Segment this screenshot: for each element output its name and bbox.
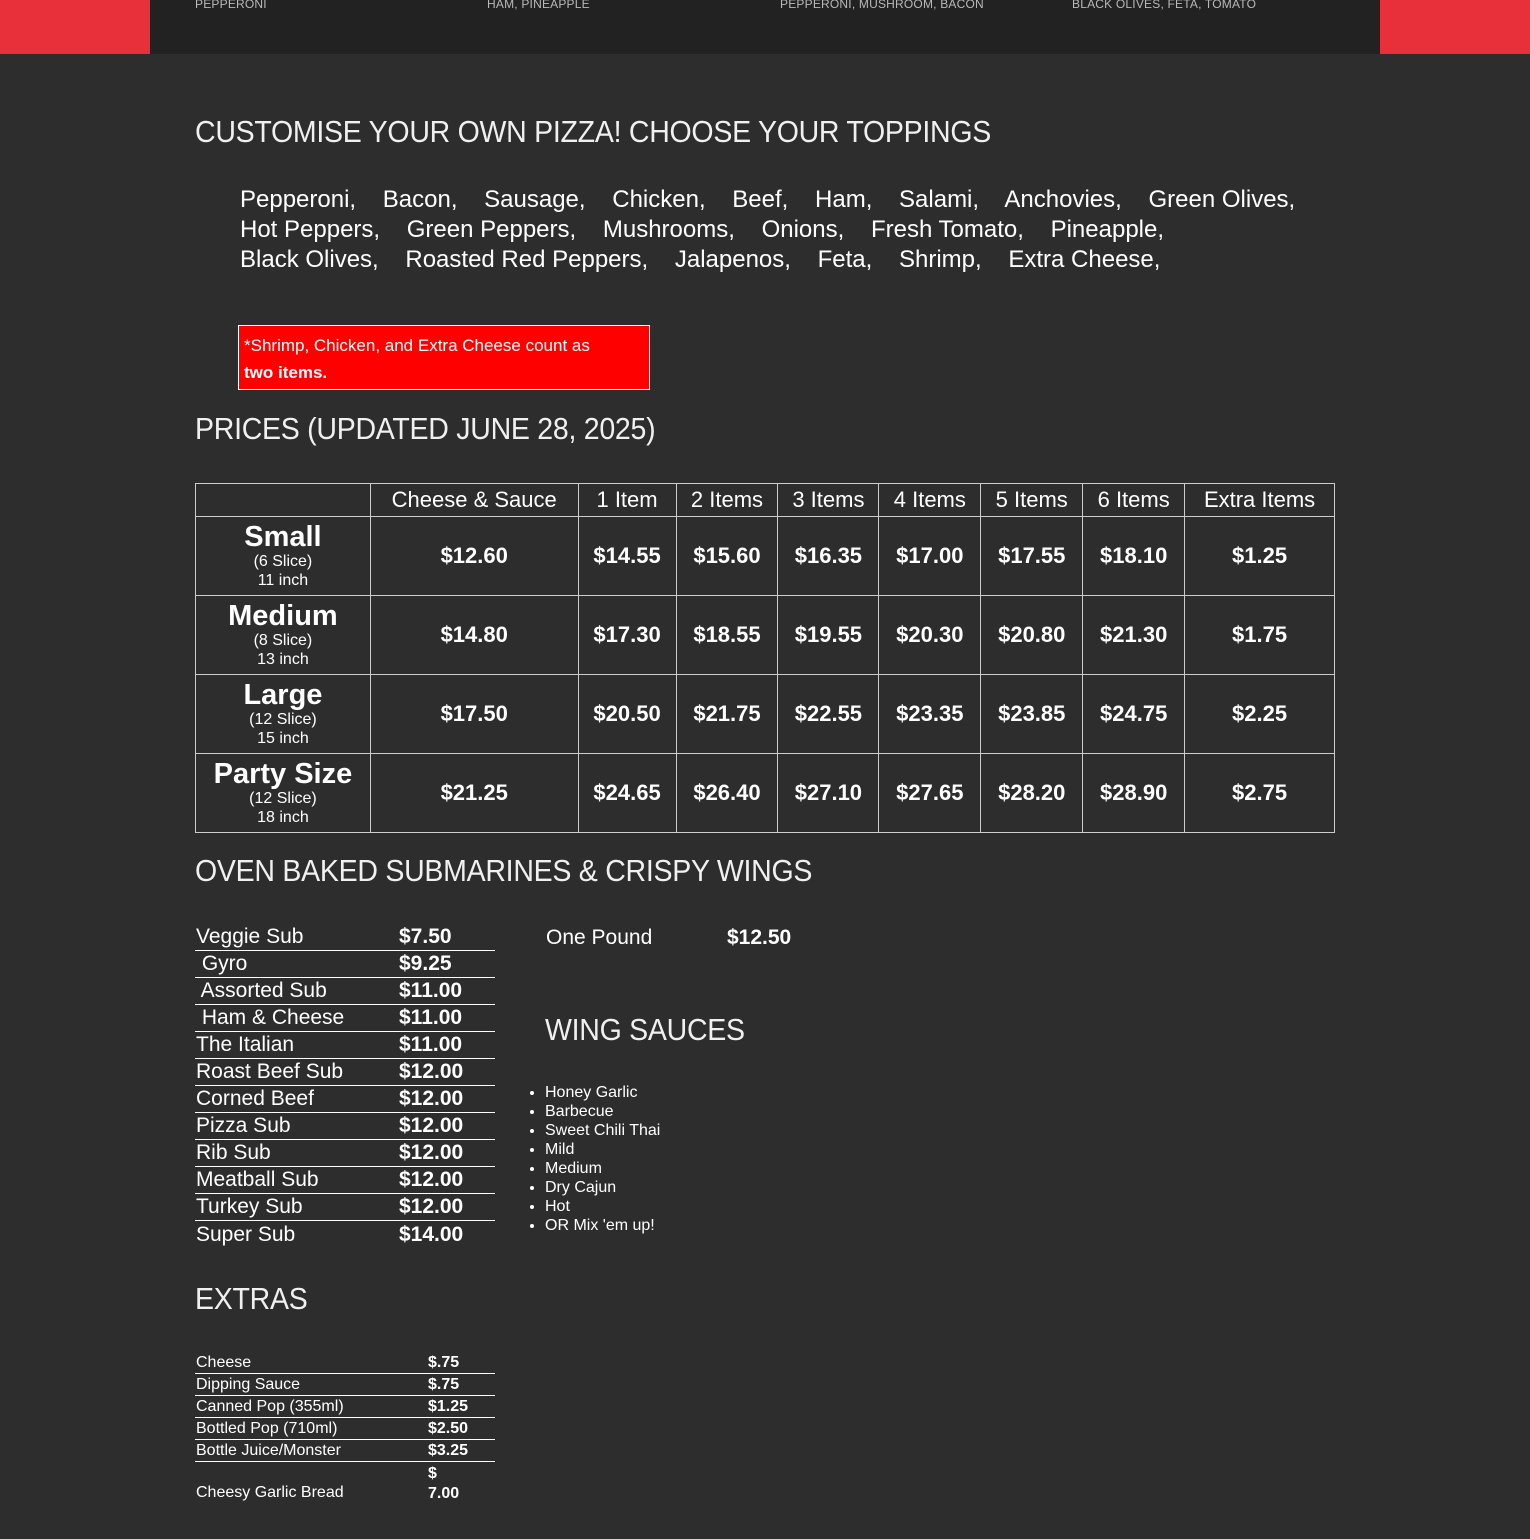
size-inch: 15 inch [257, 730, 309, 747]
topping-item: Feta, [817, 246, 873, 273]
price-cell: $20.50 [578, 675, 676, 754]
topping-item: Beef, [732, 186, 789, 213]
sub-row [195, 1221, 495, 1248]
size-name: Small [244, 521, 322, 553]
sub-row [195, 1086, 495, 1113]
sub-name: The Italian [196, 1033, 295, 1056]
specials-strip [150, 0, 1380, 54]
extras-list [195, 1352, 495, 1504]
sub-row [195, 924, 495, 951]
extras-heading: EXTRAS [195, 1281, 308, 1316]
price-cell: $14.55 [578, 517, 676, 596]
header-cell [196, 484, 371, 517]
topping-item: Ham, [815, 186, 873, 213]
toppings-list [240, 185, 1340, 275]
price-cell: $27.65 [879, 754, 981, 833]
topping-item: Salami, [899, 186, 980, 213]
size-inch: 13 inch [257, 651, 309, 668]
header-cell: 4 Items [879, 484, 981, 517]
sub-row [195, 1194, 495, 1221]
price-cell: $17.55 [981, 517, 1083, 596]
size-inch: 18 inch [257, 809, 309, 826]
price-row-small [196, 517, 1335, 596]
size-name: Large [243, 679, 323, 711]
extra-name: Bottle Juice/Monster [196, 1441, 341, 1459]
extra-row [195, 1396, 495, 1418]
sub-name: Meatball Sub [196, 1168, 319, 1191]
extra-price: $.75 [428, 1375, 460, 1393]
topping-item: Sausage, [484, 186, 586, 213]
sauce-item: • Medium [545, 1159, 660, 1178]
sub-name: Roast Beef Sub [196, 1060, 344, 1083]
wings-name: One Pound [546, 925, 653, 949]
size-inch: 11 inch [257, 572, 309, 589]
size-name: Medium [228, 600, 338, 632]
extra-name: Dipping Sauce [196, 1375, 301, 1393]
topping-item: Onions, [761, 216, 845, 243]
sauce-item: • Barbecue [545, 1102, 660, 1121]
sub-row [195, 1113, 495, 1140]
sub-name: Corned Beef [196, 1087, 314, 1110]
price-cell: $16.35 [778, 517, 879, 596]
wing-sauces-heading: WING SAUCES [545, 1012, 745, 1047]
price-cell: $22.55 [778, 675, 879, 754]
sub-row [195, 951, 495, 978]
sub-name: Assorted Sub [196, 979, 327, 1002]
price-cell: $15.60 [676, 517, 778, 596]
special-label-3: PEPPERONI, MUSHROOM, BACON [780, 0, 984, 11]
topping-item: Hot Peppers, [240, 216, 381, 243]
two-item-note [238, 325, 650, 390]
sub-row [195, 1167, 495, 1194]
price-table-header [196, 484, 1335, 517]
price-cell: $12.60 [370, 517, 578, 596]
topping-item: Roasted Red Peppers, [405, 246, 649, 273]
sub-price: $11.00 [399, 1006, 463, 1029]
price-cell: $21.30 [1083, 596, 1185, 675]
price-cell: $23.35 [879, 675, 981, 754]
price-cell: $2.75 [1185, 754, 1335, 833]
size-cell [196, 517, 371, 596]
subs-list [195, 924, 495, 1248]
topping-item: Pineapple, [1050, 216, 1165, 243]
special-label-2: HAM, PINEAPPLE [487, 0, 590, 11]
sub-row [195, 1005, 495, 1032]
extra-price [428, 1462, 478, 1504]
size-slices: (12 Slice) [249, 790, 317, 807]
price-cell: $19.55 [778, 596, 879, 675]
special-label-1: PEPPERONI [195, 0, 267, 11]
sub-name: Super Sub [196, 1222, 296, 1246]
sub-price: $12.00 [399, 1114, 464, 1137]
sub-price: $12.00 [399, 1168, 464, 1191]
price-cell: $21.25 [370, 754, 578, 833]
sub-name: Pizza Sub [196, 1114, 291, 1137]
price-cell: $24.65 [578, 754, 676, 833]
price-cell: $27.10 [778, 754, 879, 833]
price-row-party [196, 754, 1335, 833]
header-cell: 2 Items [676, 484, 778, 517]
price-cell: $28.90 [1083, 754, 1185, 833]
topping-item: Fresh Tomato, [870, 216, 1024, 243]
topping-item: Green Peppers, [406, 216, 577, 243]
extra-price: $1.25 [428, 1397, 469, 1415]
price-cell: $20.30 [879, 596, 981, 675]
price-cell: $23.85 [981, 675, 1083, 754]
header-cell: 5 Items [981, 484, 1083, 517]
price-cell: $1.75 [1185, 596, 1335, 675]
topping-item: Extra Cheese, [1008, 246, 1161, 273]
sub-price: $7.50 [399, 925, 452, 948]
topping-item: Shrimp, [899, 246, 982, 273]
price-cell: $17.30 [578, 596, 676, 675]
sub-price: $12.00 [399, 1195, 464, 1218]
sub-name: Turkey Sub [196, 1195, 303, 1218]
topping-item: Bacon, [382, 186, 458, 213]
price-cell: $21.75 [676, 675, 778, 754]
special-label-4: BLACK OLIVES, FETA, TOMATO [1072, 0, 1257, 11]
sub-row [195, 1140, 495, 1167]
header-cell: 6 Items [1083, 484, 1185, 517]
sauce-item: • Honey Garlic [545, 1083, 660, 1102]
topping-item: Chicken, [612, 186, 706, 213]
size-cell [196, 754, 371, 833]
sub-price: $11.00 [399, 979, 463, 1002]
sauce-item: • OR Mix 'em up! [545, 1216, 660, 1235]
note-bold: two items. [244, 363, 328, 382]
sub-price: $9.25 [399, 952, 452, 975]
sauce-item: • Mild [545, 1140, 660, 1159]
topping-item: Jalapenos, [674, 246, 791, 273]
toppings-line-3 [240, 245, 1340, 275]
price-cell: $1.25 [1185, 517, 1335, 596]
extra-row [195, 1352, 495, 1374]
price-cell: $17.50 [370, 675, 578, 754]
price-table [195, 483, 1335, 833]
price-cell: $18.55 [676, 596, 778, 675]
customise-heading: CUSTOMISE YOUR OWN PIZZA! CHOOSE YOUR TOPPINGS [195, 114, 992, 149]
extra-row [195, 1374, 495, 1396]
price-cell: $28.20 [981, 754, 1083, 833]
note-text: *Shrimp, Chicken, and Extra Cheese count as [244, 336, 590, 355]
garlic-price-line1: $ [428, 1465, 437, 1482]
extra-row [195, 1462, 495, 1504]
topping-item: Green Olives, [1148, 186, 1296, 213]
price-row-large [196, 675, 1335, 754]
size-cell [196, 675, 371, 754]
header-cell: Cheese & Sauce [370, 484, 578, 517]
sub-name: Rib Sub [196, 1141, 271, 1164]
size-slices: (6 Slice) [253, 553, 313, 570]
sub-row [195, 1032, 495, 1059]
extra-name: Canned Pop (355ml) [196, 1397, 344, 1415]
size-name: Party Size [213, 758, 353, 790]
sub-row [195, 1059, 495, 1086]
extra-price: $2.50 [428, 1419, 469, 1437]
header-cell: 3 Items [778, 484, 879, 517]
extra-price: $3.25 [428, 1441, 469, 1459]
price-cell: $20.80 [981, 596, 1083, 675]
price-cell: $2.25 [1185, 675, 1335, 754]
wing-sauces-list [545, 1083, 660, 1235]
topping-item: Anchovies, [1004, 186, 1122, 213]
extra-row [195, 1418, 495, 1440]
extra-name: Bottled Pop (710ml) [196, 1419, 338, 1437]
sub-name: Veggie Sub [196, 925, 304, 948]
topping-item: Black Olives, [240, 246, 379, 273]
sauce-item: • Dry Cajun [545, 1178, 660, 1197]
size-slices: (8 Slice) [253, 632, 313, 649]
extra-row [195, 1440, 495, 1462]
sauce-item: • Sweet Chili Thai [545, 1121, 660, 1140]
toppings-line-1 [240, 185, 1340, 215]
price-cell: $24.75 [1083, 675, 1185, 754]
topping-item: Mushrooms, [602, 216, 735, 243]
price-cell: $17.00 [879, 517, 981, 596]
sub-price: $12.00 [399, 1087, 464, 1110]
extra-name: Cheesy Garlic Bread [196, 1484, 344, 1501]
prices-heading: PRICES (UPDATED JUNE 28, 2025) [195, 411, 656, 446]
subs-heading: OVEN BAKED SUBMARINES & CRISPY WINGS [195, 853, 813, 888]
price-cell: $14.80 [370, 596, 578, 675]
size-cell [196, 596, 371, 675]
price-row-medium [196, 596, 1335, 675]
extra-price: $.75 [428, 1353, 460, 1371]
price-cell: $18.10 [1083, 517, 1185, 596]
sub-price: $11.00 [399, 1033, 463, 1056]
sauce-item: • Hot [545, 1197, 660, 1216]
sub-name: Gyro [196, 952, 248, 975]
sub-name: Ham & Cheese [196, 1006, 345, 1029]
sub-price: $14.00 [399, 1222, 464, 1246]
topping-item: Pepperoni, [240, 186, 357, 213]
toppings-line-2 [240, 215, 1340, 245]
price-cell: $26.40 [676, 754, 778, 833]
wings-row [546, 924, 791, 951]
header-cell: Extra Items [1185, 484, 1335, 517]
size-slices: (12 Slice) [249, 711, 317, 728]
header-cell: 1 Item [578, 484, 676, 517]
sub-row [195, 978, 495, 1005]
garlic-price-line2: 7.00 [428, 1485, 460, 1502]
wings-price: $12.50 [727, 925, 792, 949]
extra-name: Cheese [196, 1353, 252, 1371]
sub-price: $12.00 [399, 1060, 464, 1083]
sub-price: $12.00 [399, 1141, 464, 1164]
